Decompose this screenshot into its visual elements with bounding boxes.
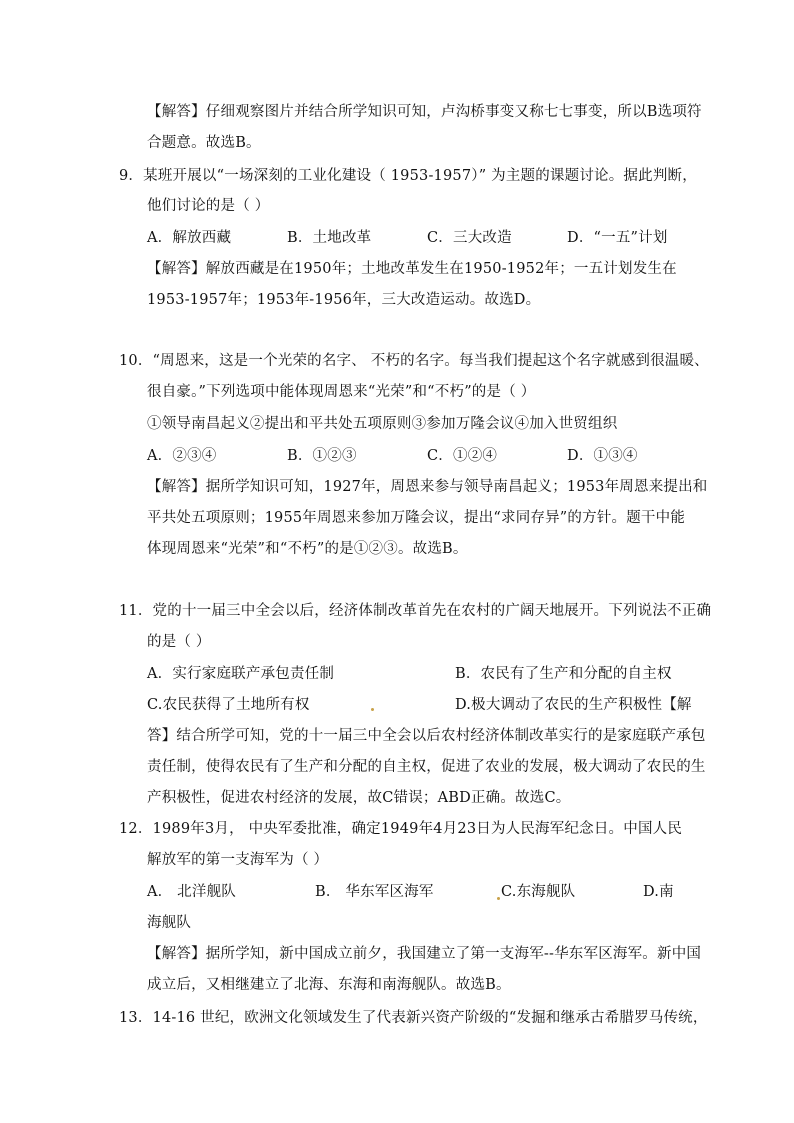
option-d-continued: 海舰队 [147,915,192,931]
option-d: D．“一五”计划 [567,230,668,246]
option-c: C.农民获得了土地所有权 [147,697,310,713]
answer-line: 【解答】据所学知识可知，1927年，周恩来参与领导南昌起义；1953年周恩来提出和 [147,479,708,495]
answer-line: 【解答】解放西藏是在1950年；土地改革发生在1950-1952年；一五计划发生在 [147,261,677,277]
answer-line: 体现周恩来“光荣”和“不朽”的是①②③。故选B。 [147,541,468,557]
question-10-stem: 10．“周恩来，这是一个光荣的名字、 不朽的名字。每当我们提起这个名字就感到很温暖、 [119,353,709,369]
answer-line: 【解答】据所学知，新中国成立前夕，我国建立了第一支海军--华东军区海军。新中国 [147,946,702,962]
option-a: A． 北洋舰队 [147,884,236,900]
question-10-stem: 很自豪。”下列选项中能体现周恩来“光荣”和“不朽”的是（ ） [147,384,536,400]
answer-line: 平共处五项原则；1955年周恩来参加万隆会议，提出“求同存异”的方针。题干中能 [147,510,686,526]
question-11-stem: 的是（ ） [147,634,211,650]
question-10-choices: ①领导南昌起义②提出和平共处五项原则③参加万隆会议④加入世贸组织 [147,416,618,432]
question-12-stem: 12．1989年3月， 中央军委批准，确定1949年4月23日为人民海军纪念日。中国人民 [119,821,683,837]
answer-line: 责任制，使得农民有了生产和分配的自主权，促进了农业的发展，极大调动了农民的生 [147,759,706,775]
question-12-stem: 解放军的第一支海军为（ ） [147,852,329,868]
option-a: A．②③④ [147,448,217,464]
stray-dot [371,708,374,711]
option-d: D.南 [643,884,674,900]
question-13-stem: 13．14-16 世纪，欧洲文化领域发生了代表新兴资产阶级的“发掘和继承古希腊罗马传统， [119,1010,708,1026]
option-b: B．土地改革 [287,230,372,246]
option-a: A．实行家庭联产承包责任制 [147,666,335,682]
answer-line: 产积极性，促进农村经济的发展，故C错误；ABD正确。故选C。 [147,790,571,806]
option-c: C．三大改造 [427,230,512,246]
answer-line: 答】结合所学可知，党的十一届三中全会以后农村经济体制改革实行的是家庭联产承包 [147,728,706,744]
option-d: D.极大调动了农民的生产积极性【解 [455,697,692,713]
option-b: B．农民有了生产和分配的自主权 [455,666,672,682]
stray-dot [497,897,500,900]
option-b: B．①②③ [287,448,357,464]
option-c: C.东海舰队 [501,884,576,900]
question-11-stem: 11．党的十一届三中全会以后，经济体制改革首先在农村的广阔天地展开。下列说法不正确 [119,603,712,619]
answer-line: 成立后，又相继建立了北海、东海和南海舰队。故选B。 [147,977,511,993]
answer-line: 【解答】仔细观察图片并结合所学知识可知，卢沟桥事变又称七七事变，所以B选项符 [147,104,702,120]
answer-line: 合题意。故选B。 [147,135,261,151]
question-9-stem: 他们讨论的是（ ） [147,198,270,214]
question-9-stem: 9．某班开展以“一场深刻的工业化建设（ 1953-1957）” 为主题的课题讨论。据此判断， [119,168,697,184]
option-c: C．①②④ [427,448,498,464]
option-b: B． 华东军区海军 [315,884,434,900]
option-d: D．①③④ [567,448,638,464]
answer-line: 1953-1957年；1953年-1956年，三大改造运动。故选D。 [147,292,541,308]
option-a: A．解放西藏 [147,230,232,246]
